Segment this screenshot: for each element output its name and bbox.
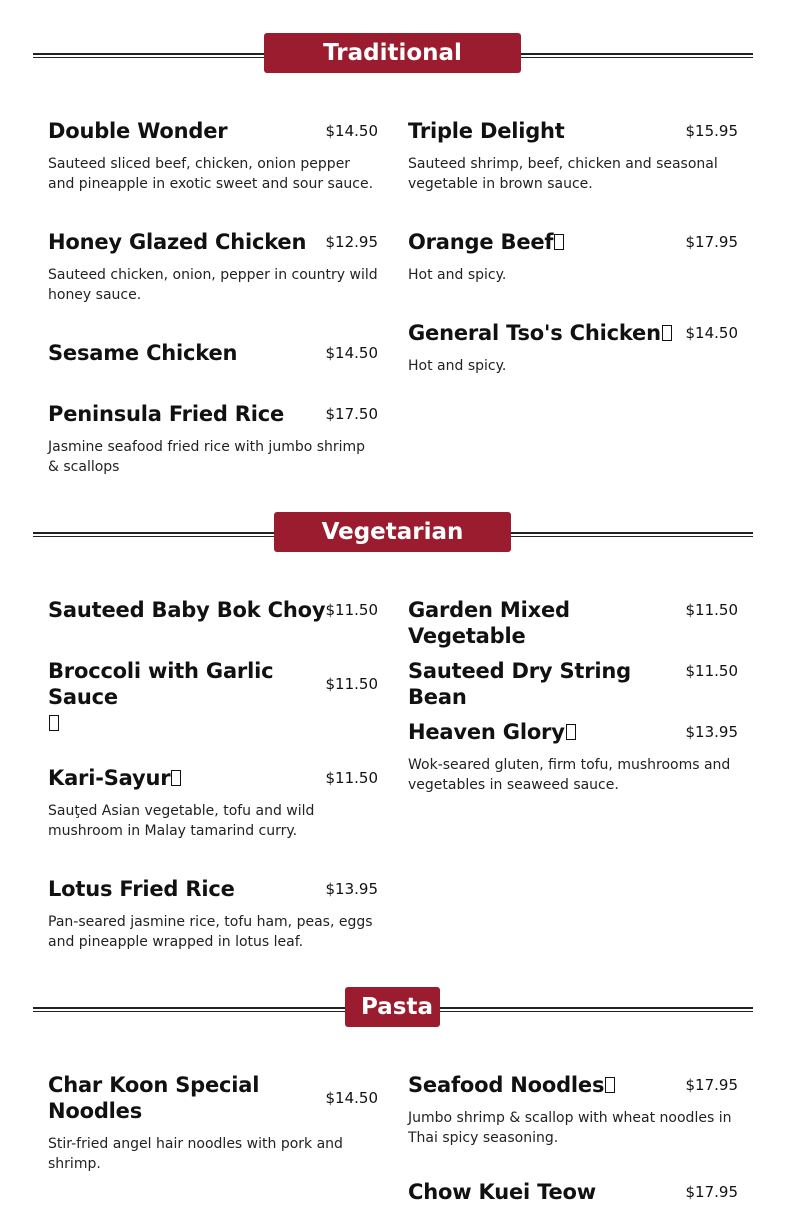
item-price: $12.95 bbox=[325, 233, 378, 251]
section-title-traditional: Traditional Favorite bbox=[264, 33, 521, 73]
item-description: Hot and spicy. bbox=[408, 358, 507, 374]
item-description: Sauţed Asian vegetable, tofu and wild mushroom in Malay tamarind curry. bbox=[48, 803, 315, 839]
menu-item-lotus-fried-rice bbox=[48, 876, 378, 952]
menu-item-char-koon-special-noodles bbox=[48, 1072, 378, 1174]
menu-item-seafood-noodles bbox=[408, 1072, 738, 1148]
section-title-pasta: Pasta bbox=[345, 987, 440, 1027]
item-name: Chow Kuei Teow bbox=[408, 1180, 596, 1204]
menu-item-chow-kuei-teow bbox=[408, 1179, 738, 1205]
item-price: $17.95 bbox=[685, 1076, 738, 1094]
item-name: Honey Glazed Chicken bbox=[48, 230, 307, 254]
item-price: $14.50 bbox=[685, 324, 738, 342]
item-price: $17.95 bbox=[685, 1183, 738, 1201]
item-price: $14.50 bbox=[325, 122, 378, 140]
item-name: Triple Delight bbox=[408, 119, 565, 143]
item-name: Broccoli with Garlic Sauce bbox=[48, 659, 274, 709]
item-name: Sesame Chicken bbox=[48, 341, 238, 365]
item-description: Stir-fried angel hair noodles with pork and shrimp. bbox=[48, 1136, 343, 1172]
item-price: $11.50 bbox=[325, 675, 378, 693]
item-name: Orange Beef bbox=[408, 230, 554, 254]
item-name: Double Wonder bbox=[48, 119, 228, 143]
item-description: Sauteed shrimp, beef, chicken and seasonal vegetable in brown sauce. bbox=[408, 156, 718, 192]
item-description: Sauteed sliced beef, chicken, onion pepper and pineapple in exotic sweet and sour sauce. bbox=[48, 156, 374, 192]
item-price: $14.50 bbox=[325, 344, 378, 362]
item-price: $11.50 bbox=[685, 662, 738, 680]
menu-item-sauteed-baby-bok-choy bbox=[48, 597, 378, 623]
item-description: Wok-seared gluten, firm tofu, mushrooms and vegetables in seaweed sauce. bbox=[408, 757, 731, 793]
item-price: $15.95 bbox=[685, 122, 738, 140]
item-name: Sauteed Dry String Bean bbox=[408, 659, 632, 709]
item-name: Peninsula Fried Rice bbox=[48, 402, 285, 426]
menu-item-kari-sayur bbox=[48, 765, 378, 841]
missing-glyph-icon bbox=[605, 1077, 615, 1093]
item-description: Hot and spicy. bbox=[408, 267, 507, 283]
menu-item-triple-delight bbox=[408, 118, 738, 194]
item-name: Char Koon Special Noodles bbox=[48, 1073, 260, 1123]
missing-glyph-icon bbox=[554, 234, 564, 250]
item-name: Seafood Noodles bbox=[408, 1073, 605, 1097]
item-name: Lotus Fried Rice bbox=[48, 877, 235, 901]
item-price: $11.50 bbox=[325, 769, 378, 787]
section-title-vegetarian: Vegetarian Corner bbox=[274, 512, 511, 552]
missing-glyph-icon bbox=[49, 715, 59, 731]
menu-item-heaven-glory bbox=[408, 719, 738, 795]
item-description: Jasmine seafood fried rice with jumbo shrimp & scallops bbox=[48, 439, 366, 475]
item-price: $17.50 bbox=[325, 405, 378, 423]
item-name: Sauteed Baby Bok Choy bbox=[48, 598, 326, 622]
menu-item-double-wonder bbox=[48, 118, 378, 194]
item-price: $13.95 bbox=[325, 880, 378, 898]
item-name: Kari-Sayur bbox=[48, 766, 171, 790]
item-name: Heaven Glory bbox=[408, 720, 565, 744]
missing-glyph-icon bbox=[171, 770, 181, 786]
item-description: Pan-seared jasmine rice, tofu ham, peas, eggs and pineapple wrapped in lotus leaf. bbox=[48, 914, 373, 950]
menu-item-general-tsos-chicken bbox=[408, 320, 738, 376]
menu-item-orange-beef bbox=[408, 229, 738, 285]
item-price: $11.50 bbox=[685, 601, 738, 619]
menu-item-sauteed-dry-string-bean bbox=[408, 658, 738, 710]
menu-item-peninsula-fried-rice bbox=[48, 401, 378, 477]
item-price: $14.50 bbox=[325, 1089, 378, 1107]
item-description: Jumbo shrimp & scallop with wheat noodles in Thai spicy seasoning. bbox=[408, 1110, 732, 1146]
menu-item-honey-glazed-chicken bbox=[48, 229, 378, 305]
item-description: Sauteed chicken, onion, pepper in country wild honey sauce. bbox=[48, 267, 378, 303]
missing-glyph-icon bbox=[566, 724, 576, 740]
item-price: $17.95 bbox=[685, 233, 738, 251]
item-name: General Tso's Chicken bbox=[408, 321, 661, 345]
missing-glyph-icon bbox=[662, 325, 672, 341]
menu-item-garden-mixed-vegetable bbox=[408, 597, 738, 649]
item-name: Garden Mixed Vegetable bbox=[408, 598, 570, 648]
item-price: $11.50 bbox=[325, 601, 378, 619]
menu-item-broccoli-garlic-sauce bbox=[48, 658, 378, 736]
menu-item-sesame-chicken bbox=[48, 340, 378, 366]
item-price: $13.95 bbox=[685, 723, 738, 741]
